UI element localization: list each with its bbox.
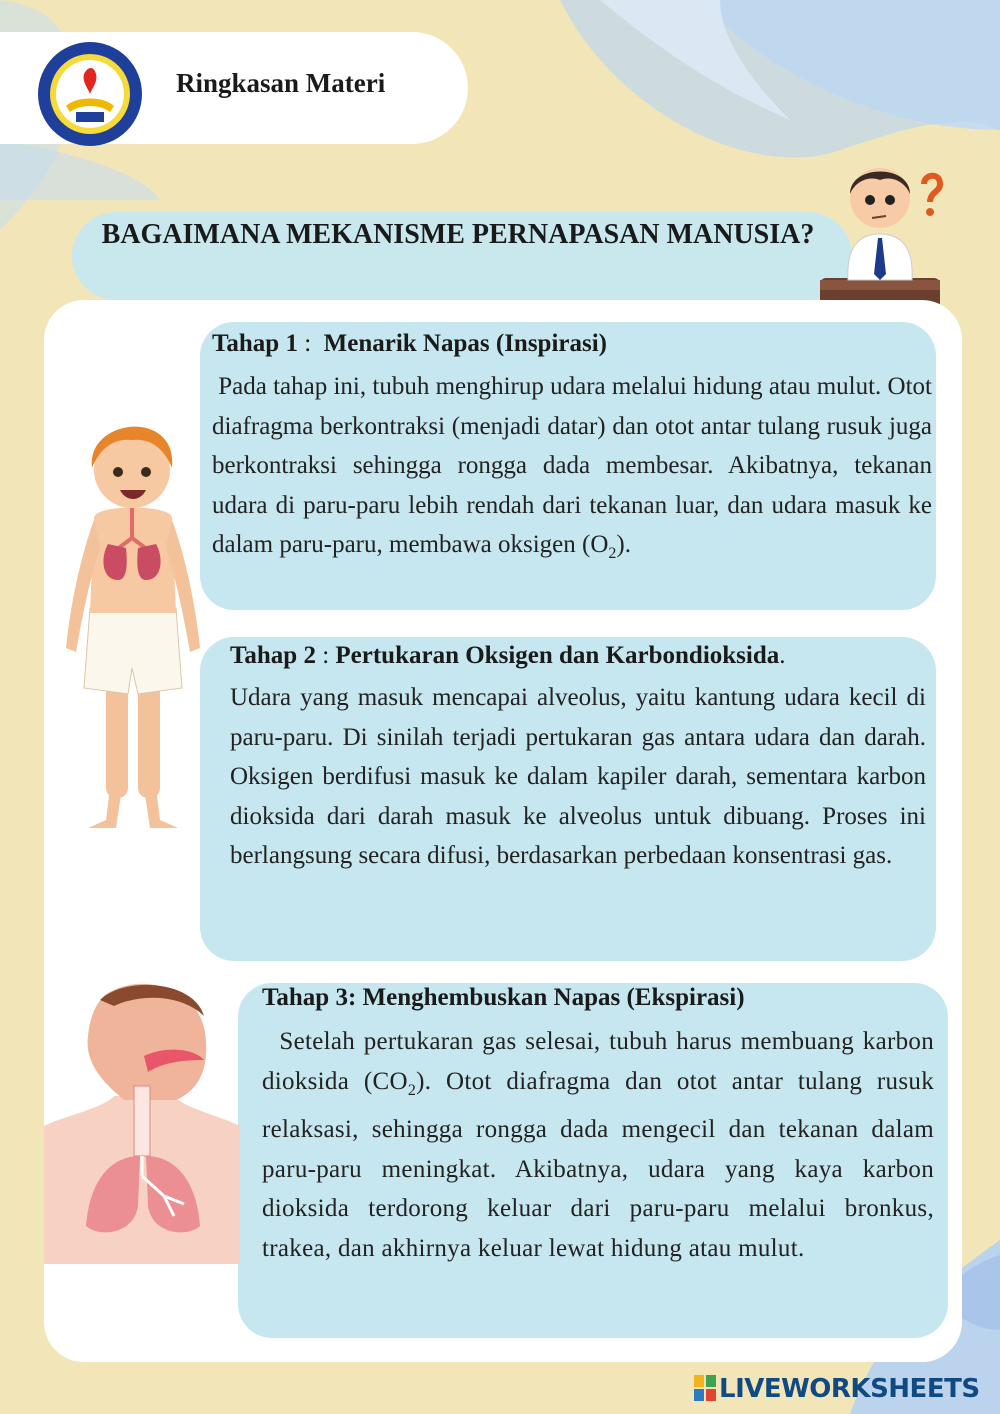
step-1-separator: : bbox=[297, 330, 324, 357]
step-2-title bbox=[230, 642, 786, 670]
step-1-text-body: Pada tahap ini, tubuh menghirup udara melalui hidung atau mulut. Otot diafragma berkontraksi (menjadi datar) dan otot antar tulang rusuk juga berkontraksi sehingga rongga dada membesar. Akibatnya, tekanan udara di paru-paru lebih rendah dari tekanan luar, dan udara masuk ke dalam paru-paru, membawa oksigen (O bbox=[212, 373, 932, 558]
step-2-heading-end: . bbox=[779, 642, 786, 669]
header-title: Ringkasan Materi bbox=[176, 68, 386, 98]
step-3-text-end: ). Otot diafragma dan otot antar tulang rusuk relaksasi, sehingga rongga dada mengecil dan tekanan dalam paru-paru meningkat. Akibatnya, udara yang kaya karbon dioksida terdorong keluar dari paru-paru melalui bronkus, trakea, dan akhirnya keluar lewat hidung atau mulut. bbox=[262, 1067, 934, 1262]
step-3-title: Tahap 3: Menghembuskan Napas (Ekspirasi) bbox=[262, 984, 745, 1011]
step-1-subscript: 2 bbox=[608, 545, 617, 562]
liveworksheets-watermark bbox=[694, 1372, 980, 1406]
step-3-subscript: 2 bbox=[407, 1081, 417, 1099]
step-2-separator: : bbox=[315, 642, 336, 669]
question-title: BAGAIMANA MEKANISME PERNAPASAN MANUSIA? bbox=[101, 219, 815, 250]
step-1-title bbox=[212, 330, 607, 358]
step-1-text bbox=[212, 367, 932, 574]
liveworksheets-logo-icon bbox=[694, 1375, 716, 1403]
watermark-text: LIVEWORKSHEETS bbox=[719, 1374, 980, 1404]
step-1-text-end: ). bbox=[616, 531, 631, 558]
step-3-text-body: Setelah pertukaran gas selesai, tubuh harus membuang karbon dioksida (CO bbox=[262, 1028, 934, 1095]
step-1-heading: Menarik Napas (Inspirasi) bbox=[323, 330, 608, 357]
respiratory-system-icon bbox=[44, 976, 240, 1264]
step-2-heading: Pertukaran Oksigen dan Karbondioksida bbox=[335, 642, 780, 669]
step-2-text: Udara yang masuk mencapai alveolus, yaitu kantung udara kecil di paru-paru. Di sinilah terjadi pertukaran gas antara udara dan darah. Oksigen berdifusi masuk ke dalam kapiler darah, sementara karbon dioksida dari darah masuk ke alveolus untuk dibuang. Proses ini berlangsung secara difusi, berdasarkan perbedaan konsentrasi gas. bbox=[230, 684, 926, 869]
boy-with-lungs-icon bbox=[60, 408, 206, 836]
university-logo-icon bbox=[36, 40, 144, 148]
step-1-label: Tahap 1 bbox=[212, 330, 298, 357]
step-2-label: Tahap 2 bbox=[230, 642, 316, 669]
step-3-text bbox=[262, 1022, 934, 1268]
